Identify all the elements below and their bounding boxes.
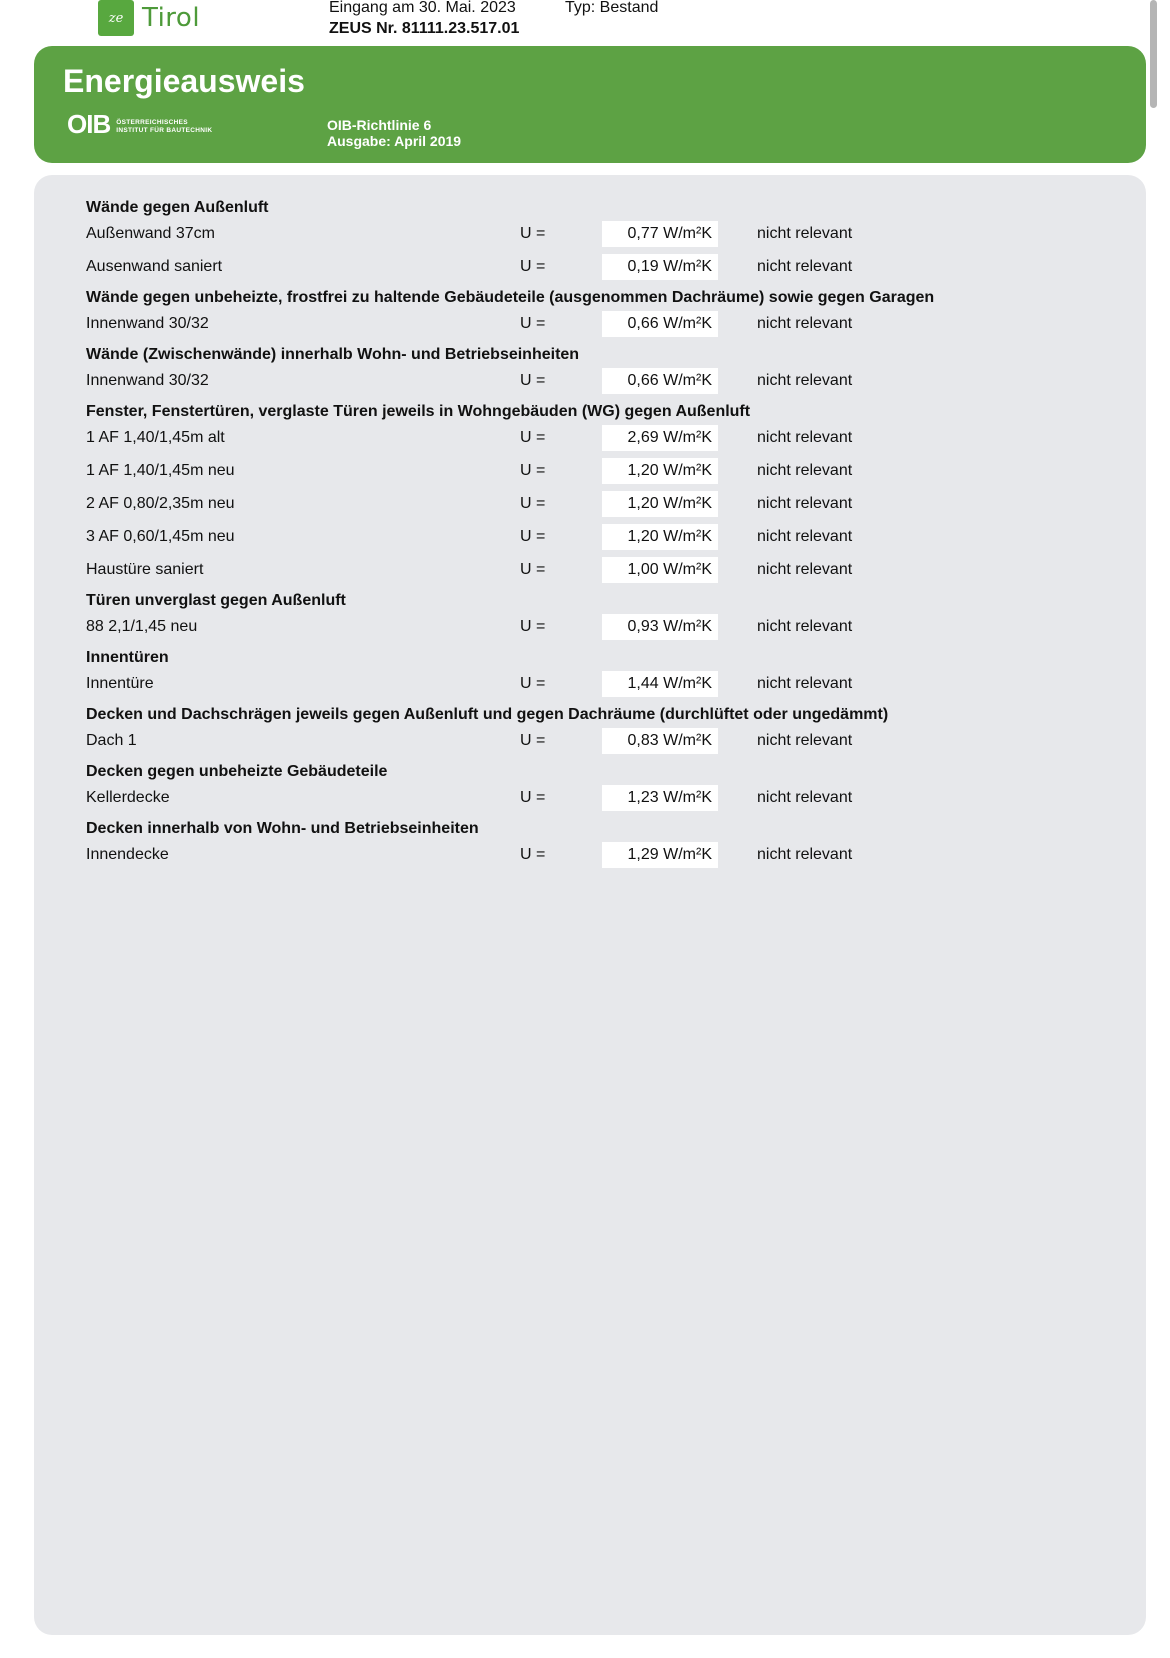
u-symbol: U = (520, 789, 546, 806)
component-label: 2 AF 0,80/2,35m neu (86, 495, 235, 512)
u-value-field: 1,29 W/m²K (602, 842, 718, 868)
oib-logo-line1: ÖSTERREICHISCHES (116, 119, 188, 126)
component-row (86, 841, 1086, 874)
zeus-number: ZEUS Nr. 81111.23.517.01 (329, 20, 520, 37)
u-value-field: 2,69 W/m²K (602, 425, 718, 451)
richtlinie-label: OIB-Richtlinie 6 (327, 117, 432, 133)
relevance-status: nicht relevant (757, 789, 853, 806)
component-row (86, 727, 1086, 760)
u-value-field: 1,23 W/m²K (602, 785, 718, 811)
component-label: Innentüre (86, 675, 154, 692)
component-label: Innenwand 30/32 (86, 315, 209, 332)
u-value-field: 0,66 W/m²K (602, 368, 718, 394)
u-value-field: 0,83 W/m²K (602, 728, 718, 754)
u-symbol: U = (520, 225, 546, 242)
relevance-status: nicht relevant (757, 372, 853, 389)
component-label: 3 AF 0,60/1,45m neu (86, 528, 235, 545)
u-value-field: 0,93 W/m²K (602, 614, 718, 640)
u-value-list (86, 196, 1086, 874)
u-value-field: 0,77 W/m²K (602, 221, 718, 247)
u-symbol: U = (520, 372, 546, 389)
component-row (86, 613, 1086, 646)
u-symbol: U = (520, 732, 546, 749)
u-value-field: 1,20 W/m²K (602, 458, 718, 484)
section-title: Wände gegen unbeheizte, frostfrei zu haltende Gebäudeteile (ausgenommen Dachräume) sowie gegen Garagen (86, 289, 935, 306)
relevance-status: nicht relevant (757, 315, 853, 332)
relevance-status: nicht relevant (757, 732, 853, 749)
u-symbol: U = (520, 846, 546, 863)
u-symbol: U = (520, 462, 546, 479)
u-value-field: 1,20 W/m²K (602, 524, 718, 550)
oib-logo-line2: INSTITUT FÜR BAUTECHNIK (116, 127, 213, 134)
eingang-date: Eingang am 30. Mai. 2023 (329, 0, 516, 16)
energieausweis-banner (34, 46, 1146, 163)
u-symbol: U = (520, 429, 546, 446)
u-symbol: U = (520, 618, 546, 635)
section-title: Decken gegen unbeheizte Gebäudeteile (86, 763, 388, 780)
oib-logo-mark: OIB (67, 109, 111, 139)
component-row (86, 367, 1086, 400)
relevance-status: nicht relevant (757, 258, 853, 275)
relevance-status: nicht relevant (757, 618, 853, 635)
u-value-field: 1,44 W/m²K (602, 671, 718, 697)
component-label: 1 AF 1,40/1,45m neu (86, 462, 235, 479)
oib-logo-text (116, 119, 212, 135)
component-row (86, 670, 1086, 703)
tirol-logo (98, 0, 200, 36)
u-symbol: U = (520, 528, 546, 545)
relevance-status: nicht relevant (757, 429, 853, 446)
u-symbol: U = (520, 258, 546, 275)
component-row (86, 220, 1086, 253)
section-title: Türen unverglast gegen Außenluft (86, 592, 346, 609)
relevance-status: nicht relevant (757, 495, 853, 512)
u-symbol: U = (520, 495, 546, 512)
component-row (86, 784, 1086, 817)
u-value-field: 1,00 W/m²K (602, 557, 718, 583)
u-symbol: U = (520, 561, 546, 578)
page-title: Energieausweis (63, 63, 305, 99)
typ-label: Typ: Bestand (565, 0, 659, 16)
component-label: Haustüre saniert (86, 561, 204, 578)
component-label: Innenwand 30/32 (86, 372, 209, 389)
component-row (86, 253, 1086, 286)
component-label: Innendecke (86, 846, 169, 863)
component-label: Kellerdecke (86, 789, 170, 806)
u-symbol: U = (520, 675, 546, 692)
component-label: Ausenwand saniert (86, 258, 223, 275)
relevance-status: nicht relevant (757, 675, 853, 692)
component-row (86, 424, 1086, 457)
component-row (86, 556, 1086, 589)
u-symbol: U = (520, 315, 546, 332)
oib-logo (67, 109, 213, 139)
tirol-logo-word: Tirol (142, 3, 201, 33)
ausgabe-label: Ausgabe: April 2019 (327, 133, 462, 149)
section-title: Decken innerhalb von Wohn- und Betriebseinheiten (86, 820, 479, 837)
u-value-field: 0,19 W/m²K (602, 254, 718, 280)
component-label: Dach 1 (86, 732, 137, 749)
scrollbar[interactable] (1150, 0, 1157, 108)
relevance-status: nicht relevant (757, 462, 853, 479)
relevance-status: nicht relevant (757, 528, 853, 545)
relevance-status: nicht relevant (757, 225, 853, 242)
section-title: Wände (Zwischenwände) innerhalb Wohn- und Betriebseinheiten (86, 346, 580, 363)
relevance-status: nicht relevant (757, 561, 853, 578)
relevance-status: nicht relevant (757, 846, 853, 863)
component-label: 88 2,1/1,45 neu (86, 618, 198, 635)
u-value-field: 1,20 W/m²K (602, 491, 718, 517)
component-label: 1 AF 1,40/1,45m alt (86, 429, 225, 446)
section-title: Innentüren (86, 649, 169, 666)
component-row (86, 490, 1086, 523)
component-label: Außenwand 37cm (86, 225, 215, 242)
u-value-field: 0,66 W/m²K (602, 311, 718, 337)
component-row (86, 523, 1086, 556)
tirol-logo-icon: ze (98, 0, 134, 36)
section-title: Wände gegen Außenluft (86, 199, 269, 216)
component-row (86, 310, 1086, 343)
section-title: Fenster, Fenstertüren, verglaste Türen jeweils in Wohngebäuden (WG) gegen Außenluft (86, 403, 751, 420)
section-title: Decken und Dachschrägen jeweils gegen Außenluft und gegen Dachräume (durchlüftet oder ungedämmt) (86, 706, 889, 723)
component-row (86, 457, 1086, 490)
